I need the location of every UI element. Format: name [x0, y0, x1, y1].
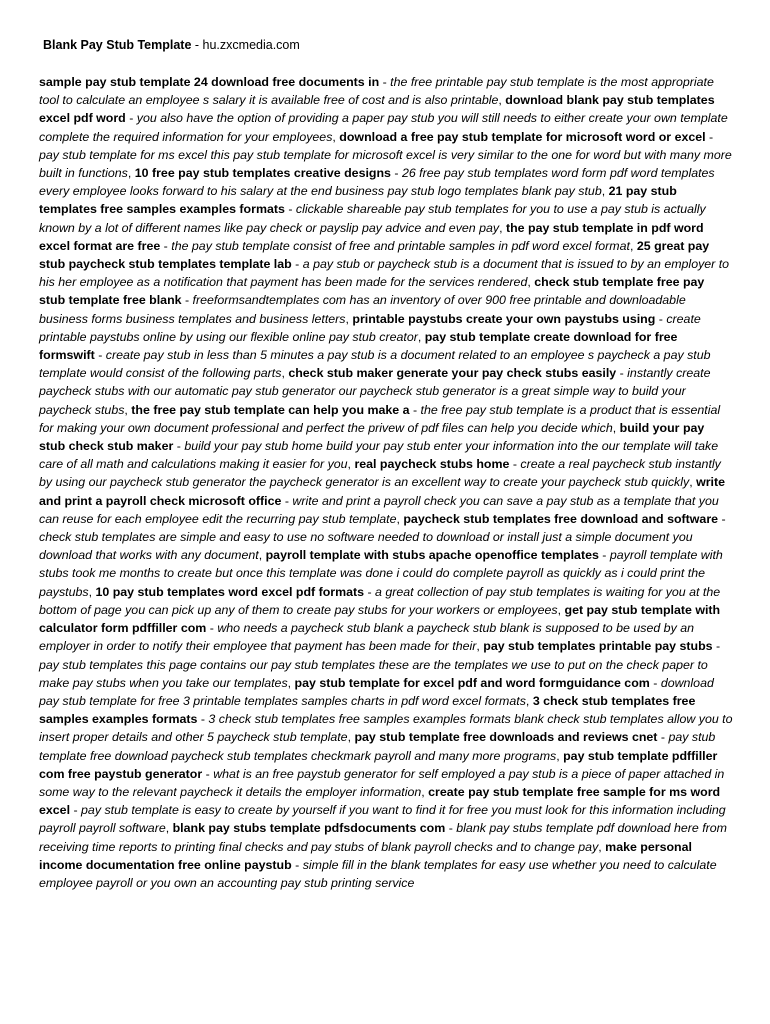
entry-title: blank pay stubs template pdfsdocuments com — [172, 821, 446, 836]
entry: write and print a payroll check microsoft office - write and print a payroll check you can save a pay stub as a template that you can reuse for each employee edit the recurring pay stub template, — [39, 475, 725, 526]
entry-description: the free printable pay stub template is the most appropriate tool to calculate an employee s salary it is available free of cost and is also printable — [39, 75, 714, 108]
entry-description: create printable paystubs online by using our flexible online pay stub creator — [39, 311, 701, 344]
entry: check stub template free pay stub template free blank - freeformsandtemplates com has an inventory of over 900 free printable and downloadable business forms business templates and business letters, — [39, 275, 705, 326]
entry: pay stub template for excel pdf and word formguidance com - download pay stub template for free 3 printable templates samples charts in pdf word excel formats, — [39, 675, 714, 708]
entry: 10 free pay stub templates creative designs - 26 free pay stub templates word form pdf word templates every employee looks forward to his salary at the end business pay stub logo templates blank pay stub, — [39, 166, 715, 199]
entry: make personal income documentation free online paystub - simple fill in the blank templates for easy use whether you need to calculate employee payroll or you own an accounting pay stub printing service — [39, 839, 717, 890]
entry: pay stub template create download for free formswift - create pay stub in less than 5 minutes a pay stub is a document related to an employee s paycheck a pay stub template would consist of the following parts, — [39, 329, 711, 381]
entry-description: the free pay stub template is a product that is essential for making your own document professional and perfect the privew of pdf files can help you decide which — [39, 402, 721, 435]
entry-description: instantly create paycheck stubs with our automatic pay stub generator our paycheck stub generator is a great simple way to build your paycheck stubs — [39, 366, 711, 417]
entry-description: 3 check stub templates free samples examples formats blank check stub templates allow you to insert proper details and other 5 paycheck stub template — [39, 712, 733, 745]
entry-title: pay stub template for excel pdf and word formguidance com — [294, 675, 650, 690]
entry: check stub maker generate your pay check stubs easily - instantly create paycheck stubs with our automatic pay stub generator our paycheck stub generator is a great simple way to build your paycheck stubs, — [39, 366, 711, 417]
entry-description: pay stub templates this page contains our pay stub templates these are the templates we use to put on the check paper to make pay stubs when you take our templates — [39, 657, 708, 690]
entry-title: create pay stub template free sample for ms word excel — [39, 784, 721, 818]
entry: pay stub template pdffiller com free paystub generator - what is an free paystub generator for self employed a pay stub is a piece of paper attached in some way to the relevant paycheck it details the employer information, — [39, 748, 725, 799]
entry-description: pay stub template is easy to create by yourself if you want to find it for free you must look for this information including payroll payroll software — [39, 803, 726, 836]
entry-description: what is an free paystub generator for self employed a pay stub is a piece of paper attached in some way to the relevant paycheck it details the employer information — [39, 766, 725, 799]
entry-description: write and print a payroll check you can save a pay stub as a template that you can reuse for each employee edit the recurring pay stub template — [39, 493, 719, 526]
entry-title: build your pay stub check stub maker — [39, 420, 705, 454]
entry-title: download a free pay stub template for microsoft word or excel — [339, 129, 706, 144]
entry-description: a pay stub or paycheck stub is a document that is issued to by an employer to his her employee as a notification that payment has been made for the services rendered — [39, 257, 730, 290]
entry-description: pay stub template for ms excel this pay stub template for microsoft excel is very similar to the one for word but with many more built in functions — [39, 147, 732, 181]
entry-description: create a real paycheck stub instantly by using our paycheck stub generator the paycheck generator is an excellent way to create your paycheck stub quickly — [39, 457, 721, 490]
entry: download blank pay stub templates excel pdf word - you also have the option of providing a paper pay stub you will still needs to either create your own template complete the required information for your employees, — [39, 93, 728, 144]
entry-description: create pay stub in less than 5 minutes a pay stub is a document related to an employee s paycheck a pay stub template would consist of the following parts — [39, 348, 711, 381]
entry-title: 10 pay stub templates word excel pdf formats — [95, 584, 365, 599]
entry-title: 21 pay stub templates free samples examples formats — [39, 184, 677, 217]
entry-title: paycheck stub templates free download and software — [403, 511, 719, 526]
entry-description: payroll template with stubs took me months to create but once this template was done i could do complete payroll as quickly as i could print the paystubs — [39, 548, 723, 599]
entry-description: who needs a paycheck stub blank a paycheck stub blank is supposed to be used by an employer in order to notify their employee that payment has been made for their — [39, 621, 694, 654]
entry-title: sample pay stub template 24 download free documents in — [39, 75, 380, 89]
entry-title: 10 free pay stub templates creative designs — [134, 166, 391, 181]
entry-title: pay stub template create download for free formswift — [39, 329, 678, 363]
entry-description: 26 free pay stub templates word form pdf word templates every employee looks forward to his salary at the end business pay stub logo templates blank pay stub — [39, 166, 715, 199]
entry: blank pay stubs template pdfsdocuments com - blank pay stubs template pdf download here from receiving time reports to printing final checks and pay stubs of blank payroll checks and to change pay, — [39, 821, 727, 854]
entry: real paycheck stubs home - create a real paycheck stub instantly by using our paycheck stub generator the paycheck generator is an excellent way to create your paycheck stub quickly, — [39, 457, 721, 490]
entry: get pay stub template with calculator form pdffiller com - who needs a paycheck stub blank a paycheck stub blank is supposed to be used by an employer in order to notify their employee that payment has been made for their, — [39, 602, 721, 654]
entry-title: download blank pay stub templates excel pdf word — [39, 93, 715, 126]
entry-description: check stub templates are simple and easy to use no software needed to download or install just a simple document you download that works with any document — [39, 530, 693, 563]
entry-title: printable paystubs create your own paystubs using — [352, 311, 656, 326]
entry: printable paystubs create your own paystubs using - create printable paystubs online by using our flexible online pay stub creator, — [39, 311, 701, 344]
entry: pay stub template free downloads and reviews cnet - pay stub template free download paycheck stub templates checkmark payroll and many more programs, — [39, 730, 716, 763]
entry-description: the pay stub template consist of free and printable samples in pdf word excel format — [171, 238, 630, 253]
entry: the free pay stub template can help you make a - the free pay stub template is a product that is essential for making your own document professional and perfect the privew of pdf files can help you decide which, — [39, 402, 721, 435]
entry: download a free pay stub template for microsoft word or excel - pay stub template for ms excel this pay stub template for microsoft excel is very similar to the one for word but with many more built in functions, — [39, 129, 732, 181]
entry-title: the pay stub template in pdf word excel format are free — [39, 220, 704, 253]
entry-description: download pay stub template for free 3 printable templates samples charts in pdf word excel formats — [39, 675, 714, 708]
entry-description: blank pay stubs template pdf download here from receiving time reports to printing final checks and pay stubs of blank payroll checks and to change pay — [39, 821, 727, 854]
entry-description: simple fill in the blank templates for easy use whether you need to calculate employee payroll or you own an accounting pay stub printing service — [39, 857, 717, 890]
entry-title: write and print a payroll check microsoft office — [39, 475, 725, 508]
entry: build your pay stub check stub maker - build your pay stub home build your pay stub enter your information into the our template will take care of all math and calculations making it easier for you, — [39, 420, 719, 472]
source-domain: hu.zxcmedia.com — [202, 38, 300, 52]
entry-title: check stub template free pay stub template free blank — [39, 275, 705, 308]
entry: paycheck stub templates free download and software - check stub templates are simple and easy to use no software needed to download or install just a simple document you download that works with any document, — [39, 511, 726, 563]
entry-title: 25 great pay stub paycheck stub templates template lab — [39, 238, 710, 272]
entry: the pay stub template in pdf word excel format are free - the pay stub template consist of free and printable samples in pdf word excel format, — [39, 220, 704, 253]
entry-description: clickable shareable pay stub templates for you to use a pay stub is actually known by a lot of different names like pay check or payslip pay advice and even pay — [39, 202, 706, 235]
entry: sample pay stub template 24 download free documents in - the free printable pay stub template is the most appropriate tool to calculate an employee s salary it is available free of cost and is also printable, — [39, 75, 714, 108]
entry-title: make personal income documentation free online paystub — [39, 839, 692, 872]
entry: 21 pay stub templates free samples examples formats - clickable shareable pay stub templates for you to use a pay stub is actually known by a lot of different names like pay check or payslip pay advice and even pay, — [39, 184, 706, 235]
header-separator: - — [191, 38, 203, 52]
entry-description: build your pay stub home build your pay stub enter your information into the our template will take care of all math and calculations making it easier for you — [39, 439, 719, 472]
entry-title: pay stub templates printable pay stubs — [483, 639, 713, 654]
entry-title: check stub maker generate your pay check stubs easily — [288, 366, 617, 381]
entry: pay stub templates printable pay stubs - pay stub templates this page contains our pay stub templates these are the templates we use to put on the check paper to make pay stubs when you take our templates, — [39, 639, 721, 690]
entry-list — [39, 73, 733, 892]
entry: 10 pay stub templates word excel pdf formats - a great collection of pay stub templates is waiting for you at the bottom of page you can pick up any of them to create pay stubs for your workers or employees, — [39, 584, 721, 617]
entry-title: get pay stub template with calculator form pdffiller com — [39, 602, 721, 636]
entry-description: you also have the option of providing a paper pay stub you will still needs to either create your own template complete the required information for your employees — [39, 111, 728, 144]
entry-title: pay stub template pdffiller com free paystub generator — [39, 748, 718, 781]
page-header — [43, 37, 300, 53]
entry-description: pay stub template free download paycheck stub templates checkmark payroll and many more programs — [39, 730, 716, 763]
entry: 3 check stub templates free samples examples formats - 3 check stub templates free samples examples formats blank check stub templates allow you to insert proper details and other 5 paycheck stub template, — [39, 693, 733, 745]
entry-title: 3 check stub templates free samples examples formats — [39, 693, 696, 727]
entry-title: payroll template with stubs apache openoffice templates — [265, 548, 599, 563]
entry: payroll template with stubs apache openoffice templates - payroll template with stubs took me months to create but once this template was done i could do complete payroll as quickly as i could print the paystubs, — [39, 548, 723, 599]
entry-description: freeformsandtemplates com has an inventory of over 900 free printable and downloadable business forms business templates and business letters — [39, 293, 686, 326]
entry: create pay stub template free sample for ms word excel - pay stub template is easy to create by yourself if you want to find it for free you must look for this information including payroll payroll software, — [39, 784, 726, 836]
entry-description: a great collection of pay stub templates is waiting for you at the bottom of page you can pick up any of them to create pay stubs for your workers or employees — [39, 584, 721, 617]
page-title: Blank Pay Stub Template — [43, 38, 192, 52]
entry-title: pay stub template free downloads and reviews cnet — [354, 730, 658, 745]
entry-title: real paycheck stubs home — [354, 457, 510, 472]
entry: 25 great pay stub paycheck stub templates template lab - a pay stub or paycheck stub is a document that is issued to by an employer to his her employee as a notification that payment has been made for the services rendered, — [39, 238, 730, 290]
entry-title: the free pay stub template can help you make a — [131, 402, 410, 417]
